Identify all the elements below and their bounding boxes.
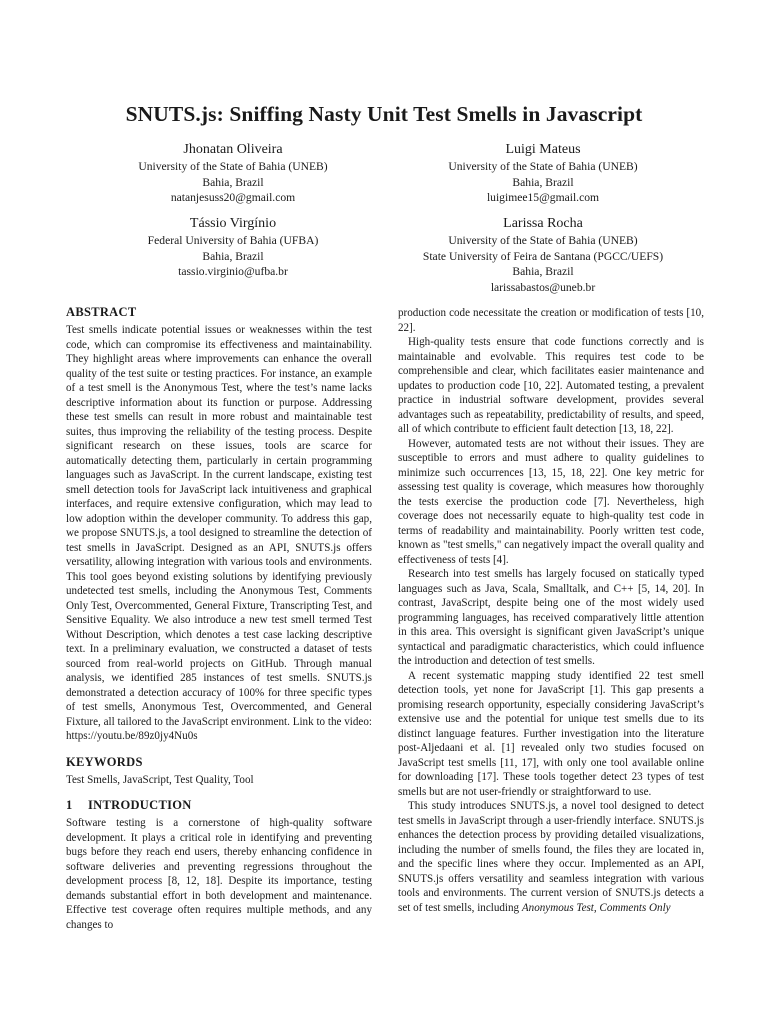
author-location: Bahia, Brazil [512,265,574,279]
keywords-heading: KEYWORDS [66,754,143,769]
body-paragraph: Research into test smells has largely focused on statically typed languages such as Java, Scala, Smalltalk, and C++ [5, 14, 20]. In contrast, JavaScript, despite being one of the most widely used programming languages, has received comparatively little attention in this area. This oversight is significant given JavaScript’s unique syntactical and paradigmatic characteristics, which could influence the introduction and detection of test smells. [398,568,704,667]
author-block-1 [78,140,388,206]
author-email: luigimee15@gmail.com [486,191,600,205]
author-location: Bahia, Brazil [202,249,264,263]
author-affiliation-2: State University of Feira de Santana (PGCC/UEFS) [422,249,664,263]
author-block-2 [388,140,698,206]
body-text: This study introduces SNUTS.js, a novel tool designed to detect test smells in JavaScript through a user-friendly interface. SNUTS.js enhances the detection process by providing detailed visualizations, including the number of smells found, the files they are located in, and the specific lines where they occur. Implemented as an API, SNUTS.js offers versatility and seamless integration with various tools and environments. The current version of SNUTS.js detects a set of test smells, including [398,800,704,914]
author-location: Bahia, Brazil [512,175,574,189]
author-affiliation: University of the State of Bahia (UNEB) [138,160,328,173]
introduction-heading [66,797,372,813]
author-location: Bahia, Brazil [202,175,264,189]
author-email: tassio.virginio@ufba.br [178,265,288,279]
smell-names-italic: Anonymous Test, Comments Only [521,901,671,914]
author-name: Larissa Rocha [503,216,583,231]
section-title: INTRODUCTION [88,798,192,812]
author-affiliation: University of the State of Bahia (UNEB) [448,160,638,173]
left-column [66,304,372,932]
abstract-text: Test smells indicate potential issues or weaknesses within the test code, which can compromise its effectiveness and maintainability. They highlight areas where improvements can enhance the overall quality of the test suite or testing practices. For instance, an example of a test smell is the Anonymous Test, where the test’s name lacks descriptive information about its function or purpose. Addressing these test smells can result in more robust and maintainable test suites, thus improving the reliability of the testing process. Despite significant research on these issues, tools are scarce for automatically detecting them, particularly in certain programming languages such as JavaScript. In the current landscape, existing test smell detection tools for JavaScript lack intuitiveness and graphical interfaces, and require extensive configuration, which may lead to low adoption within the developer community. To address this gap, we propose SNUTS.js, a tool designed to streamline the detection of test smells in JavaScript. Designed as an API, SNUTS.js offers versatility, allowing integration with various tools and environments. This tool goes beyond existing solutions by identifying previously undetected test smells, including the Anonymous Test, Comments Only Test, Overcommented, General Fixture, Transcripting Test, and Sensitive Equality. We also introduce a new test smell termed Test Without Description, which denotes a test case lacking descriptive text. In a preliminary evaluation, we constructed a dataset of tests sourced from real-world projects on GitHub. Through manual analysis, we identified 285 instances of test smells. SNUTS.js demonstrated a detection accuracy of 100% for three specific types of test smells, Anonymous Test, Overcommented, and General Fixture, all tailored to the JavaScript environment. Link to the video: https://youtu.be/89z0jy4Nu0s [66,324,372,742]
author-name: Jhonatan Oliveira [183,142,283,157]
author-block-3 [78,214,388,280]
right-column [398,306,704,915]
body-paragraph: However, automated tests are not without their issues. They are susceptible to errors and must adhere to quality guidelines to minimize such occurrences [13, 15, 18, 22]. One key metric for assessing test quality is coverage, which measures how thoroughly the tests exercise the production code [7]. Nevertheless, high coverage does not necessarily equate to high-quality test code in terms of readability and maintainability. Poorly written test code, known as "test smells," can negatively impact the overall quality and effectiveness of tests [4]. [398,437,704,566]
body-paragraph: production code necessitate the creation or modification of tests [10, 22]. [398,307,704,334]
author-email: larissabastos@uneb.br [490,280,596,294]
body-paragraph: A recent systematic mapping study identified 22 test smell detection tools, yet none for JavaScript [1]. This gap presents a promising research opportunity, especially considering JavaScript’s extensive use and the potential for unique test smells due to its distinct language features. Further investigation into the literature post-Aljedaani et al. [1] revealed only two studies focused on JavaScript test smells [11, 17], with only one tool available online for downloading [17]. These tools together detect 23 types of test smells but are not user-friendly or straightforward to use. [398,669,704,798]
keywords-text: Test Smells, JavaScript, Test Quality, Tool [66,773,254,786]
author-affiliation: University of the State of Bahia (UNEB) [448,234,638,247]
paper-title: SNUTS.js: Sniffing Nasty Unit Test Smells in Javascript [125,102,643,126]
author-email: natanjesuss20@gmail.com [170,191,296,205]
author-block-4 [388,214,698,295]
body-paragraph: High-quality tests ensure that code functions correctly and is maintainable and evolvable. This requires test code to be comprehensible and clear, which facilitates easier maintenance and updates to production code [10, 22]. Automated testing, a prevalent practice in industrial software development, provides several advantages such as repeatability, predictability of results, and speed, all of which contribute to efficient fault detection [13, 18, 22]. [398,336,704,435]
abstract-heading: ABSTRACT [66,305,137,319]
author-affiliation: Federal University of Bahia (UFBA) [147,234,319,247]
introduction-paragraph: Software testing is a cornerstone of high-quality software development. It plays a critical role in identifying and preventing bugs before they reach end users, thereby enhancing confidence in software deliveries and preventing regressions throughout the development process [8, 12, 18]. Despite its importance, testing demands substantial effort in both development and maintenance. Effective test coverage often requires multiple methods, and any changes to [66,817,372,931]
author-name: Luigi Mateus [505,142,581,157]
section-number: 1 [66,798,73,812]
author-name: Tássio Virgínio [189,216,277,231]
body-paragraph-last [398,799,704,915]
